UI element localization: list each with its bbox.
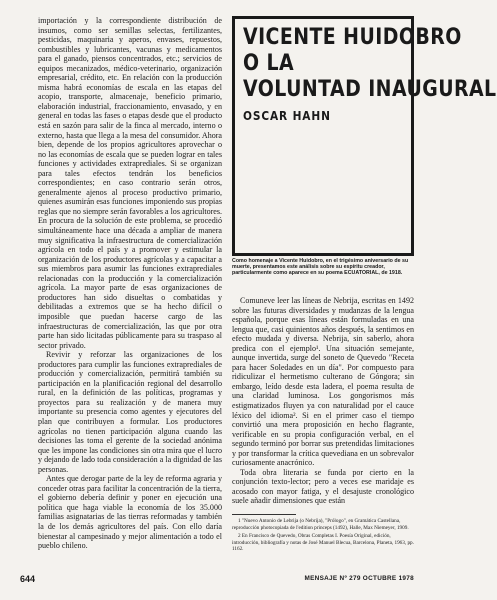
page-number: 644 [20,574,36,584]
article-caption: Como homenaje a Vicente Huidobro, en el trigésimo aniversario de su muerte, presentamos este análisis sobre su espíritu creador, particularmente como aparece en su poema ECUATORIAL, de 1918. [232,258,409,277]
article-title-line-2: O LA [243,51,295,76]
article-paragraph-1: Comuneve leer las líneas de Nebrija, escritas en 1492 sobre las futuras diversidades y mudanzas de la lengua española, porque esas líneas están formuladas en una lengua que, casi quinientos años después, la sentimos en efecto mudada y diversa. Nebrija, sin saberlo, ahora predica con el ejemplo¹. Una situación semejante, aunque invertida, surge del soneto de Quevedo "Receta para hacer Soledades en un día". Por compuesto para ridiculizar el hermetismo culterano de Góngora; sin embargo, leído desde esta ladera, el poema resulta de una claridad luminosa. Los gongorismos más estigmatizados fluyen ya con naturalidad por el cauce léxico del idioma². Si en el primer caso el tiempo convirtió una mera proposición en hecho flagrante, verificable en su propia configuración verbal, en el segundo terminó por borrar sus pretendidas limitaciones y por transformar la crítica quevediana en un sobrevalor curiosamente anacrónico. [232,296,414,468]
article-title-line-1: VICENTE HUIDOBRO [243,25,462,50]
article-author: OSCAR HAHN [243,109,331,123]
footnote-2: 2 En Francisco de Quevedo, Obras Completas I. Poesía Original, edición, introducción, bibliografía y notas de José Manuel Blecua, Barcelona, Planeta, 1963, pp. 1162. [232,533,414,553]
article-title-line-3: VOLUNTAD INAUGURAL [243,77,497,102]
article-paragraph-2: Toda obra literaria se funda por cierto en la conjunción texto-lector; pero a veces ese maridaje es acosado con mayor fatiga, y el desajuste cronológico suele añadir dimensiones que están [232,467,414,506]
footnote-1: 1 "Nuevo Antonio de Lebrija (o Nebrija), "Prólogo", en Gramática Castellana, reproducción photocopiada de l'edition princeps (1492), Halle, Max Niemeyer, 1909. [232,518,409,531]
footnote-rule [232,514,296,515]
article-title-box [232,16,497,256]
left-paragraph-2: Revivir y reforzar las organizaciones de los productores para cumplir las funciones extraprediales de producción y comercialización, permitirá también su participación en la planificación regional del desarrollo rural, en la definición de las políticas, programas y proyectos para su realización y de manera muy importante su presencia como agentes y ejecutores del plan que contribuyen a formular. Los productores agrícolas no tienen participación alguna cuando las decisiones las toma el gerente de la sociedad anónima que les impone las condiciones sin otra mira que el lucro y dejando de lado toda consideración a la dignidad de las personas. [38,350,222,474]
left-paragraph-1: importación y la correspondiente distribución de insumos, como ser semillas selectas, fertilizantes, pesticidas, maquinaria y aperos, envases, repuestos, combustibles y lubricantes, vacunas y medicamentos para el ganado, piensos concentrados, etc.; servicios de equipos mecanizados, médico-veterinario, organización empresarial, crédito, etc. En relación con la producción misma habrá economías de escala en las etapas del acopio, transporte, almacenaje, beneficio primario, elaboración industrial, fraccionamiento, envasado, y en general en todas las fases o etapas desde que el producto está en sazón para salir de la finca al mercado, interno o externo, hasta que llega a la mesa del consumidor. Ahora bien, depende de los propios agricultores aprovechar o no las economías de escala que se pueden lograr en tales funciones y actividades extraprediales. Si se organizan para tales efectos tendrán los beneficios correspondientes; en caso contrario serán otros, generalmente ajenos al proceso productivo primario, quienes asumirán esas funciones imponiendo sus propias reglas que no siempre serán favorables a los agricultores. En procura de la solución de este problema, se procedió simultáneamente hace una década a ampliar de manera muy significativa la infraestructura de comercialización agrícola en todo el país y a promover y estimular la organización de los productores agrícolas y a capacitar a sus miembros para asumir las funciones extraprediales relacionadas con la producción y la comercialización agrícola. La mayor parte de esas organizaciones de productores han sido disueltas o combatidas y debilitadas a extremos que se ha hecho difícil o imposible que puedan hacerse cargo de las infraestructuras de comercialización, las que por otra parte han sido licitadas públicamente para su traspaso al sector privado. [38,16,222,350]
footnotes [232,518,414,555]
article-body [232,296,414,512]
running-footer: MENSAJE Nº 279 OCTUBRE 1978 [304,575,414,582]
left-column [38,16,222,568]
left-paragraph-3: Antes que derogar parte de la ley de reforma agraria y conceder otras para facilitar la concentración de la tierra, el gobierno debería definir y poner en ejecución una política que haga viable la economía de los 35.000 familias asignatarias de las tierras reformadas y también la de los demás agricultores del país. Con ello daría bienestar al campesinado y mejor alimentación a todo el pueblo chileno. [38,474,222,551]
